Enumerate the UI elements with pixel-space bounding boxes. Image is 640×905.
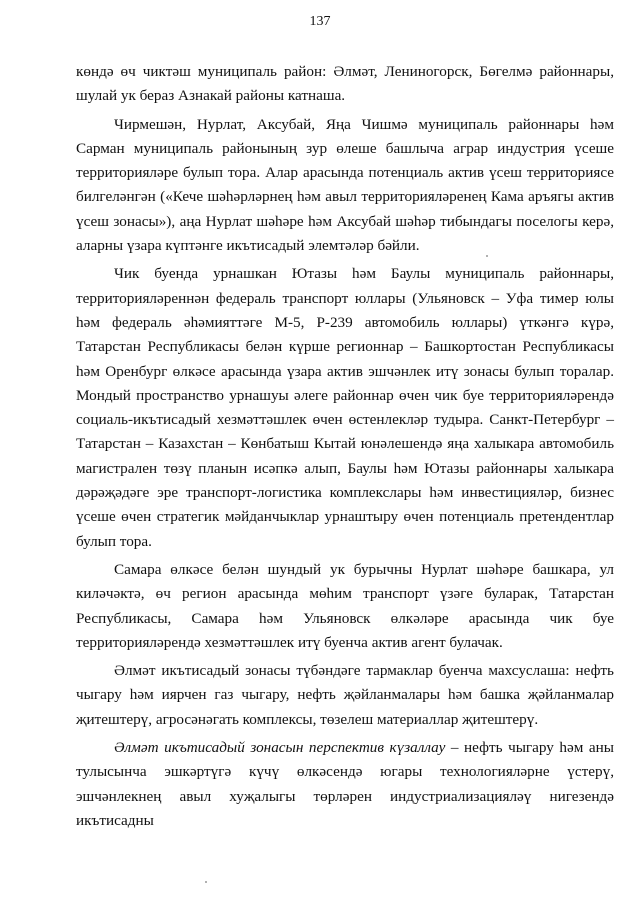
paragraph-nurlat: Самара өлкәсе белән шундый ук бурычны Нурлат шәһәре башкара, ул киләчәктә, өч регион арасында мөһим транспорт үзәге буларак, Татарстан Республикасы, Самара һәм Ульяновск өлкәләре арасында чик буе территорияләрендә хезмәттәшлек итү буенча актив агент булачак. bbox=[76, 560, 614, 651]
scan-speck bbox=[486, 255, 488, 257]
page-number: 137 bbox=[309, 14, 331, 29]
paragraph-almet-perspective bbox=[76, 736, 614, 833]
paragraph-continuation: көндә өч чиктәш муниципаль район: Әлмәт, Лениногорск, Бөгелмә районнары, шулай ук бераз Азнакай районы катнаша. bbox=[76, 63, 614, 105]
paragraph-perspective-text: – нефть чыгару һәм аны тулысынча эшкәртүгә күчү өлкәсендә югары технологияләрне үстерү, эшчәнлекнең авыл хуҗалыгы төрләрен индустриализацияләү нигезендә икътисадны bbox=[76, 739, 615, 829]
scan-speck bbox=[205, 881, 207, 883]
paragraph-agrarian-regions: Чирмешән, Нурлат, Аксубай, Яңа Чишмә муниципаль районнары һәм Сарман муниципаль районының зур өлеше башлыча аграр индустрия үсеше территорияләре булып тора. Алар арасында потенциаль актив үсеш территориясе билгеләнгән («Кече шәһәрләрнең һәм авыл территорияләренең Кама аръягы актив үсеш зонасы»), аңа Нурлат шәһәре һәм Аксубай шәһәр тибындагы поселогы керә, аларны үзара күптәнге икътисадый элемтәләр бәйли. bbox=[76, 115, 614, 255]
italic-lead: Әлмәт икътисадый зонасын перспектив күзаллау bbox=[114, 739, 446, 757]
paragraph-border-regions: Чик буенда урнашкан Ютазы һәм Баулы муниципаль районнары, территорияләреннән федераль транспорт юллары (Ульяновск – Уфа тимер юлы һәм федераль әһәмияттәге М-5, Р-239 автомобиль юллары) үткәнгә күрә, Татарстан Республикасы белән күрше регионнар – Башкортостан Республикасы һәм Оренбург өлкәсе арасында үзара актив эшчәнлек итү зонасы булып торалар. Мондый пространство урнашуы әлеге районнар өчен чик буе территорияләрендә социаль-икътисадый хезмәттәшлек өчен өстенлекләр тудыра. Санкт-Петербург – Татарстан – Казахстан – Көнбатыш Кытай юнәлешендә яңа халыкара автомобиль магистрален төзү планын исәпкә алып, Баулы һәм Ютазы районнары халыкара дәрәҗәдәге эре транспорт-логистика комплекслары һәм инвестицияләр, бизнес үсеше өчен стратегик мәйданчыклар урнаштыру өчен потенциаль претендентлар булып тора. bbox=[76, 265, 614, 550]
body-text bbox=[76, 60, 614, 837]
paragraph-almet-specialization: Әлмәт икътисадый зонасы түбәндәге тармаклар буенча махсуслаша: нефть чыгару һәм иярчен газ чыгару, нефть җәйланмалары һәм башка җәйланмалар җитештерү, агросәнәгать комплексы, төзелеш материаллар җитештерү. bbox=[76, 662, 614, 728]
